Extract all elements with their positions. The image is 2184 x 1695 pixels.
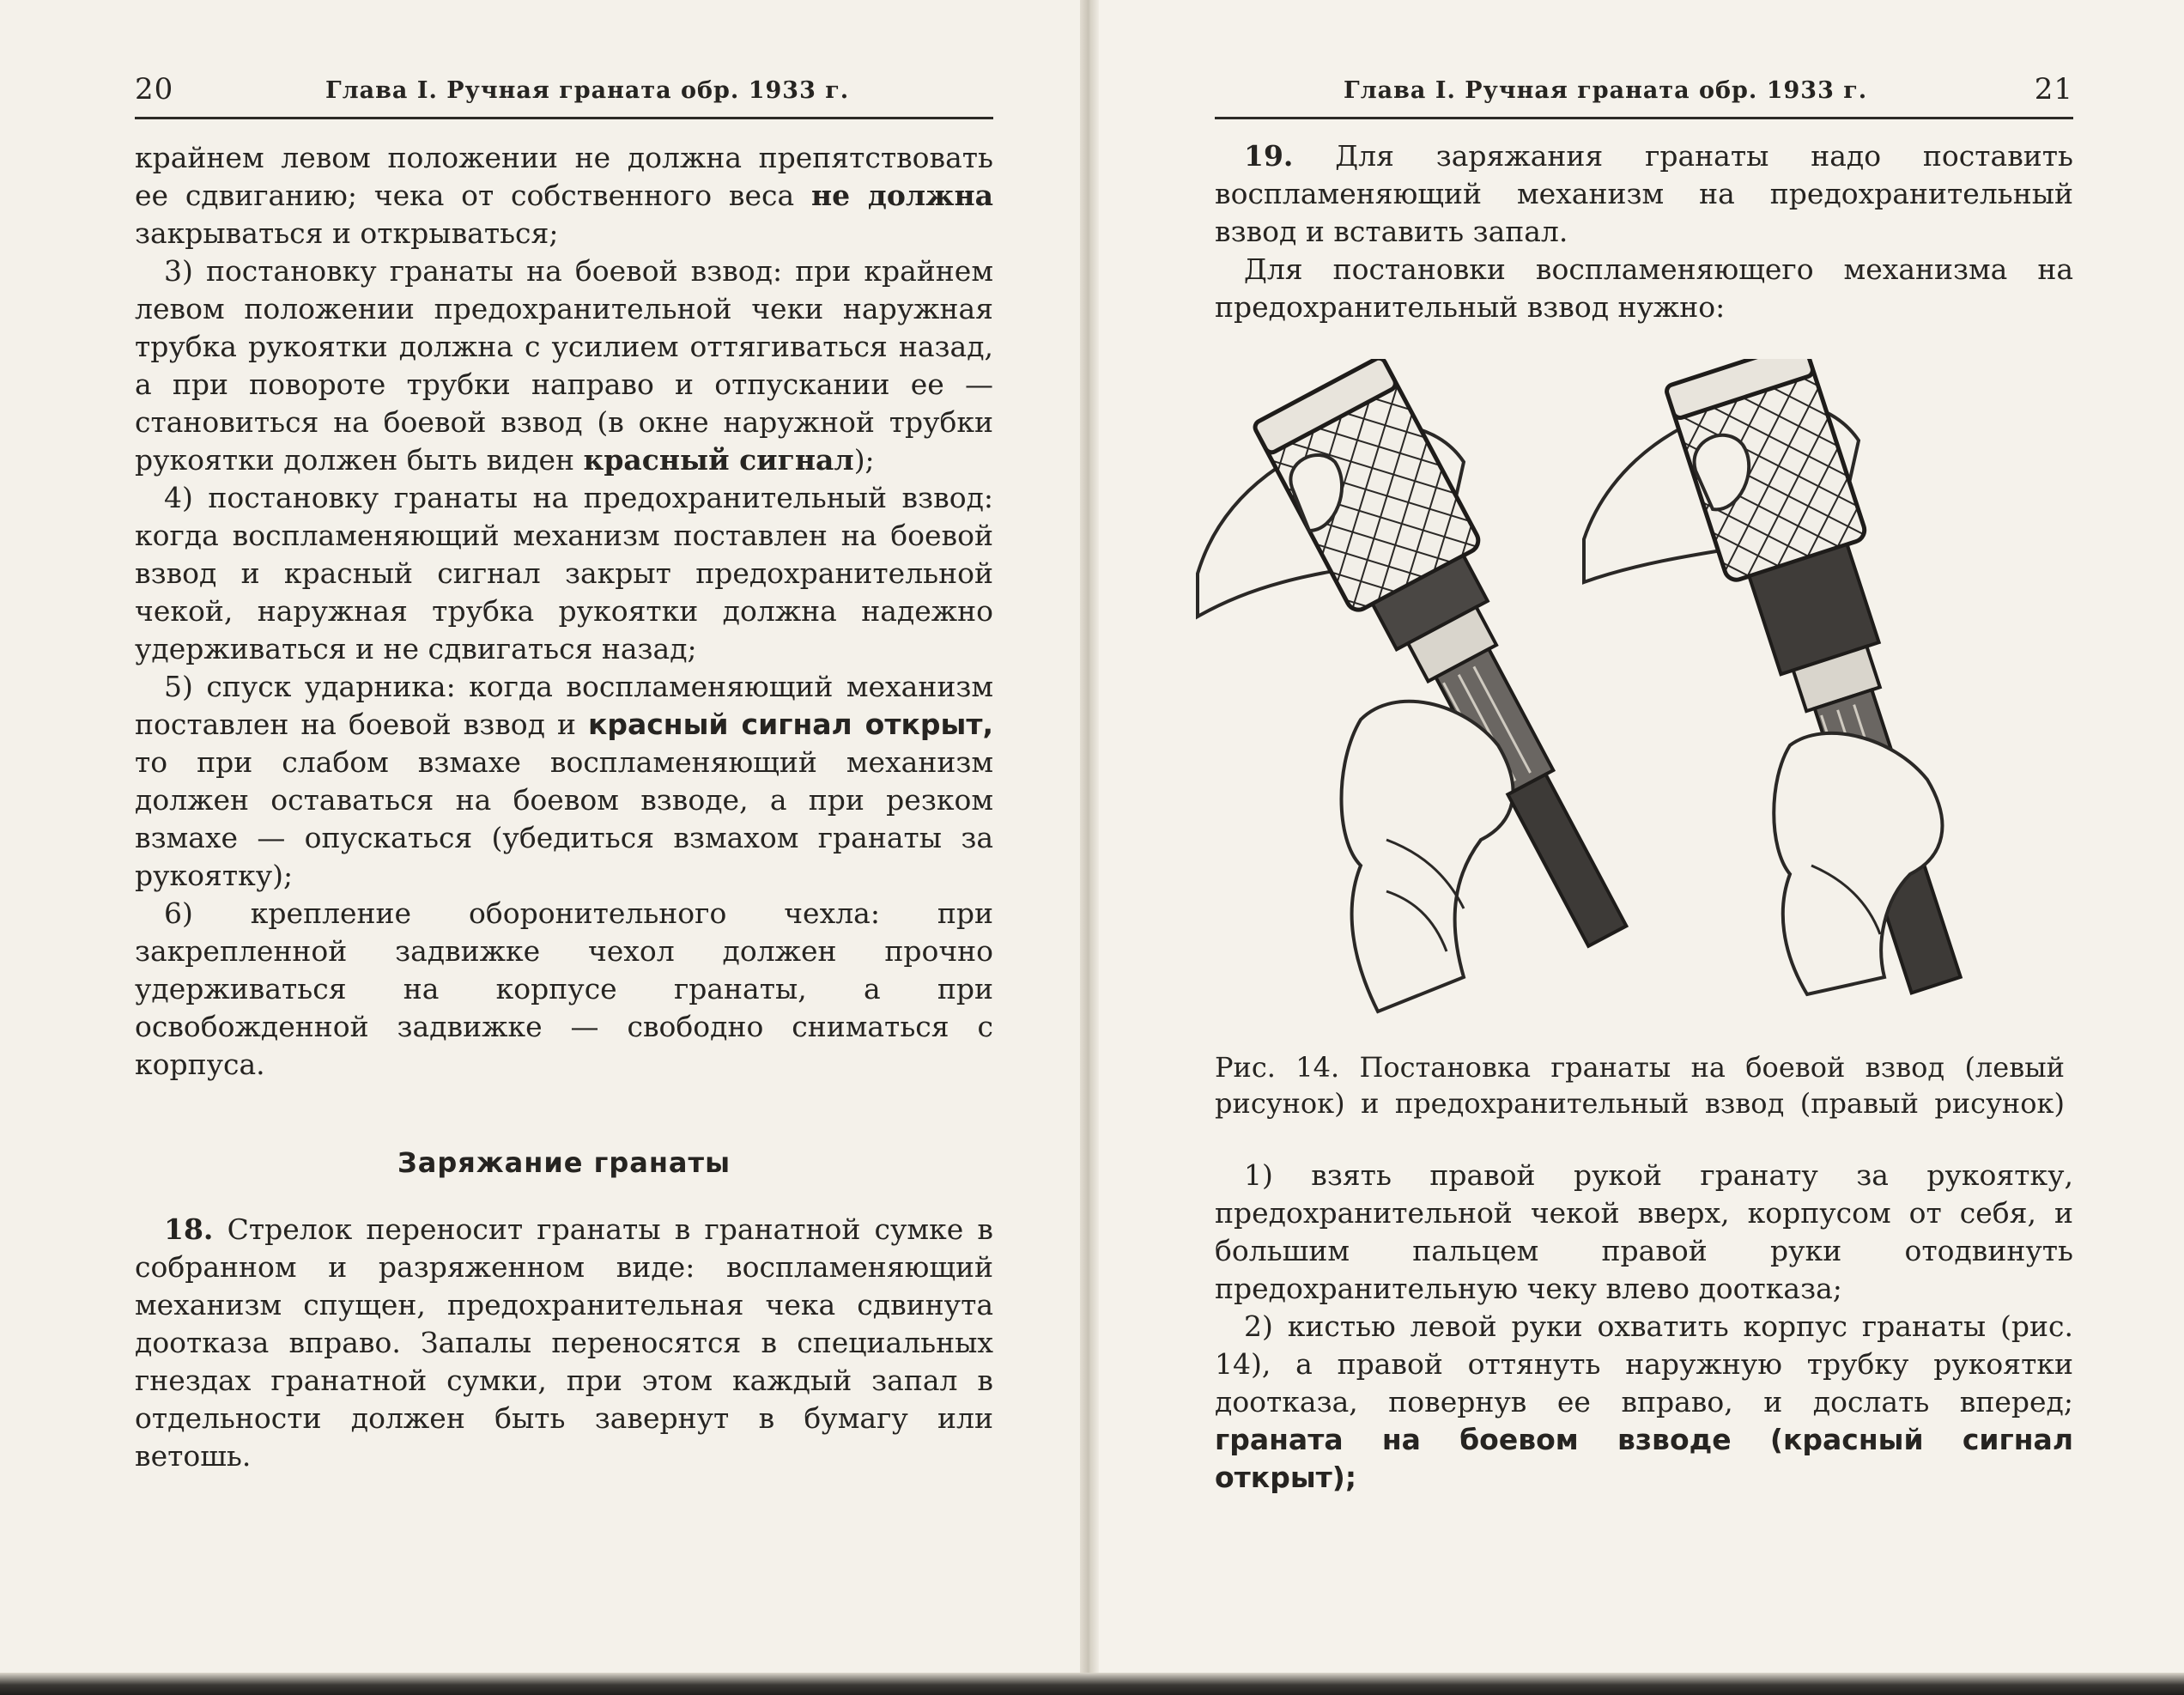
paragraph-number: 19. bbox=[1244, 139, 1294, 173]
bold-run: граната на боевом взводе (красный сигнал открыт); bbox=[1215, 1423, 2073, 1494]
page-bottom-edge bbox=[0, 1673, 2184, 1695]
figure-caption: Рис. 14. Постановка гранаты на боевой взвод (левый рисунок) и предохранительный взвод (правый рисунок) bbox=[1215, 1051, 2065, 1120]
left-page-body bbox=[135, 139, 993, 1475]
paragraph-19 bbox=[1215, 137, 2073, 251]
text-run: Для заряжания гранаты надо поставить воспламеняющий механизм на предохранительный взвод и вставить запал. bbox=[1215, 139, 2073, 248]
left-page-number: 20 bbox=[135, 72, 174, 106]
right-grenade bbox=[1584, 359, 2005, 1007]
list-item-4: 4) постановку гранаты на предохранительный взвод: когда воспламеняющий механизм поставлен на боевой взвод и красный сигнал закрыт предохранительной чекой, наружная трубка рукоятки должна надежно удерживаться и не сдвигаться назад; bbox=[135, 481, 993, 665]
step-2 bbox=[1215, 1308, 2073, 1497]
right-page-number: 21 bbox=[2034, 72, 2073, 106]
left-chapter-title: Глава I. Ручная граната обр. 1933 г. bbox=[325, 77, 850, 104]
right-page-body-top bbox=[1215, 137, 2073, 326]
list-item-5 bbox=[135, 668, 993, 895]
text-run: Стрелок переносит гранаты в гранатной сумке в собранном и разряженном виде: воспламеняющий механизм спущен, предохранительная чека сдвинута доотказа вправо. Запалы переносятся в специальных гнездах гранатной сумки, при этом каждый запал в отдельности должен быть завернут в бумагу или ветошь. bbox=[135, 1212, 993, 1473]
figure-14-illustration bbox=[1189, 359, 2099, 1020]
list-item-6: 6) крепление оборонительного чехла: при закрепленной задвижке чехол должен прочно удерживаться на корпусе гранаты, а при освобожденной задвижке — свободно сниматься с корпуса. bbox=[135, 896, 993, 1081]
book-spine bbox=[1080, 0, 1099, 1695]
right-chapter-title: Глава I. Ручная граната обр. 1933 г. bbox=[1344, 77, 1868, 104]
text-run: крайнем левом положении не должна препятствовать ее сдвиганию; чека от собственного веса bbox=[135, 141, 993, 212]
right-page-body-bottom bbox=[1215, 1157, 2073, 1497]
right-running-head bbox=[1215, 69, 2073, 119]
paragraph-19-continued: Для постановки воспламеняющего механизма на предохранительный взвод нужно: bbox=[1215, 252, 2073, 324]
bold-run: красный сигнал открыт, bbox=[587, 708, 993, 741]
paragraph-18 bbox=[135, 1211, 993, 1475]
list-item-3 bbox=[135, 252, 993, 479]
step-1: 1) взять правой рукой гранату за рукоятку, предохранительной чекой вверх, корпусом от себя, и большим пальцем правой руки отодвинуть предохранительную чеку влево доотказа; bbox=[1215, 1158, 2073, 1305]
left-grenade bbox=[1198, 359, 1626, 1012]
paragraph-continuation bbox=[135, 139, 993, 252]
section-heading: Заряжание гранаты bbox=[397, 1146, 731, 1179]
bold-run: красный сигнал bbox=[583, 443, 854, 477]
text-run: закрываться и открываться; bbox=[135, 216, 559, 250]
text-run: то при слабом взмахе воспламеняющий механизм должен оставаться на боевом взводе, а при резком взмахе — опускаться (убедиться взмахом гранаты за рукоятку); bbox=[135, 745, 993, 892]
bold-run: не должна bbox=[810, 179, 993, 212]
text-run: ); bbox=[853, 443, 875, 477]
text-run: 2) кистью левой руки охватить корпус гранаты (рис. 14), а правой оттянуть наружную трубку рукоятки доотказа, повернув ее вправо, и дослать вперед; bbox=[1215, 1309, 2073, 1419]
left-running-head bbox=[135, 69, 993, 119]
paragraph-number: 18. bbox=[164, 1212, 214, 1246]
text-run: 5) спуск ударника: когда воспламеняющий механизм поставлен на боевой взвод и bbox=[135, 670, 993, 741]
text-run: 3) постановку гранаты на боевой взвод: при крайнем левом положении предохранительной чеки наружная трубка рукоятки должна с усилием оттягиваться назад, а при повороте трубки направо и отпускании ее — становиться на боевой взвод (в окне наружной трубки рукоятки должен быть виден bbox=[135, 254, 993, 477]
left-page bbox=[0, 0, 1089, 1695]
